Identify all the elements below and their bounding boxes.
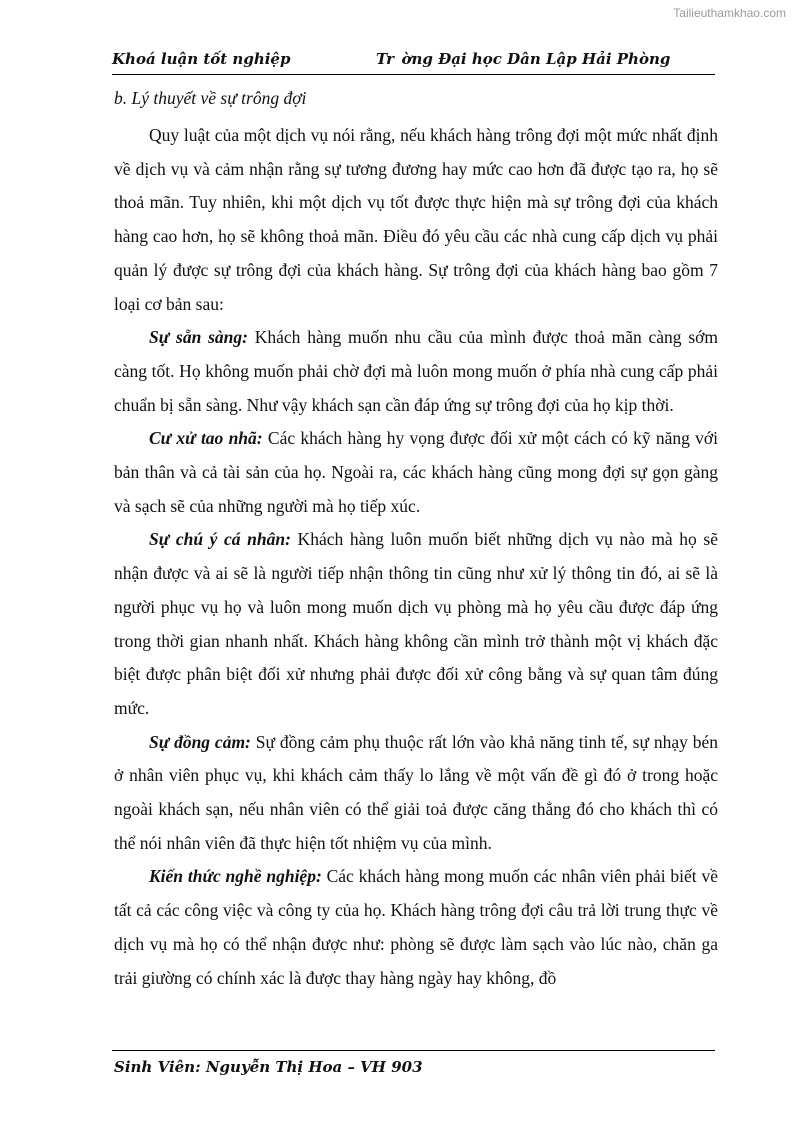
paragraph-professional-knowledge xyxy=(114,860,718,995)
header-university: Tr ờng Đại học Dân Lập Hải Phòng xyxy=(376,50,671,68)
term-readiness: Sự sẵn sàng: xyxy=(149,327,248,348)
header-thesis-title: Khoá luận tốt nghiệp xyxy=(112,50,291,68)
paragraph-personal-attention xyxy=(114,523,718,725)
text-readiness: Khách hàng muốn nhu cầu của mình được thoả mãn càng sớm càng tốt. Họ không muốn phải chờ đợi mà luôn mong muốn ở phía nhà cung cấp phải chuẩn bị sẵn sàng. Như vậy khách sạn cần đáp ứng sự trông đợi của họ kịp thời. xyxy=(114,327,718,415)
page-body xyxy=(114,84,718,995)
paragraph-readiness xyxy=(114,321,718,422)
text-courtesy: Các khách hàng hy vọng được đối xử một cách có kỹ năng với bản thân và cả tài sản của họ. Ngoài ra, các khách hàng cũng mong đợi sự gọn gàng và sạch sẽ của những người mà họ tiếp xúc. xyxy=(114,428,718,516)
page-header xyxy=(112,50,715,72)
paragraph-courtesy xyxy=(114,422,718,523)
term-courtesy: Cư xử tao nhã: xyxy=(149,428,263,449)
text-personal-attention: Khách hàng luôn muốn biết những dịch vụ nào mà họ sẽ nhận được và ai sẽ là người tiếp nhận thông tin cũng như xử lý thông tin đó, ai sẽ là người phục vụ họ và luôn mong muốn dịch vụ phòng mà họ yêu cầu được đáp ứng trong thời gian nhanh nhất. Khách hàng không cần mình trở thành một vị khách đặc biệt được phân biệt đối xử nhưng phải được đối xử công bằng và sự quan tâm đúng mức. xyxy=(114,529,718,718)
term-empathy: Sự đồng cảm: xyxy=(149,731,251,752)
section-title: b. Lý thuyết về sự trông đợi xyxy=(114,88,307,108)
footer-divider xyxy=(112,1050,715,1051)
text-professional-knowledge: Các khách hàng mong muốn các nhân viên phải biết về tất cả các công việc và công ty của họ. Khách hàng trông đợi câu trả lời trung thực về dịch vụ mà họ có thể nhận được như: phòng sẽ được làm sạch vào lúc nào, chăn ga trải giường có chính xác là được thay hàng ngày hay không, đồ xyxy=(114,866,718,988)
term-personal-attention: Sự chú ý cá nhân: xyxy=(149,529,291,550)
watermark: Tailieuthamkhao.com xyxy=(673,6,786,20)
page-footer: Sinh Viên: Nguyễn Thị Hoa – VH 903 xyxy=(114,1058,423,1076)
text-empathy: Sự đồng cảm phụ thuộc rất lớn vào khả năng tinh tế, sự nhạy bén ở nhân viên phục vụ, khi khách cảm thấy lo lắng về một vấn đề gì đó ở trong hoặc ngoài khách sạn, nếu nhân viên có thể giải toả được căng thẳng đó cho khách thì có thể nói nhân viên đã thực hiện tốt nhiệm vụ của mình. xyxy=(114,731,718,853)
term-professional-knowledge: Kiến thức nghề nghiệp: xyxy=(149,866,322,887)
header-divider xyxy=(112,74,715,75)
paragraph-empathy xyxy=(114,726,718,861)
intro-paragraph: Quy luật của một dịch vụ nói rằng, nếu khách hàng trông đợi một mức nhất định về dịch vụ và cảm nhận rằng sự tương đương hay mức cao hơn đã được tạo ra, họ sẽ thoả mãn. Tuy nhiên, khi một dịch vụ tốt được thực hiện mà sự trông đợi của khách hàng cao hơn, họ sẽ không thoả mãn. Điều đó yêu cầu các nhà cung cấp dịch vụ phải quản lý được sự trông đợi của khách hàng. Sự trông đợi của khách hàng bao gồm 7 loại cơ bản sau: xyxy=(114,125,718,314)
